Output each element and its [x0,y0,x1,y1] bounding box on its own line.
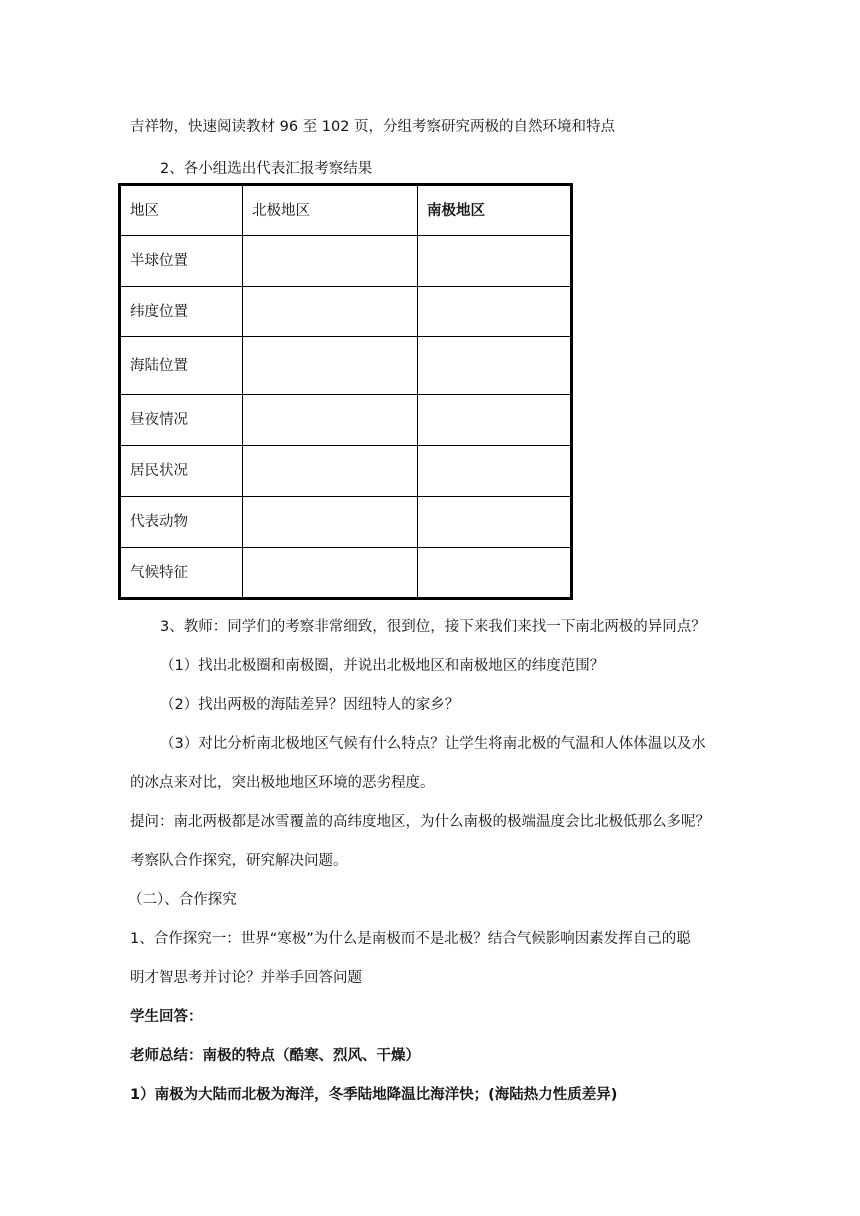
table-row [120,287,572,337]
table-cell [418,337,572,395]
paragraph-line: 考察队合作探究，研究解决问题。 [130,853,348,869]
table-row [120,236,572,287]
table-cell [418,446,572,497]
table-cell [418,287,572,337]
table-cell [243,337,418,395]
table-cell [418,236,572,287]
table-cell [418,548,572,599]
table-cell [418,395,572,446]
table-cell [418,497,572,548]
paragraph-line: （2）找出两极的海陆差异？因纽特人的家乡？ [160,697,460,713]
polar-comparison-table [118,183,573,600]
paragraph-line: 1、合作探究一：世界“寒极”为什么是南极而不是北极？结合气候影响因素发挥自己的聪 [130,931,691,947]
paragraph-line: 明才智思考并讨论？并举手回答问题 [130,970,362,986]
paragraph-line: （1）找出北极圈和南极圈，并说出北极地区和南极地区的纬度范围？ [160,658,605,674]
table-header-cell: 地区 [120,185,243,236]
student-answer-label: 学生回答： [130,1009,203,1025]
table-header-cell: 北极地区 [243,185,418,236]
table-cell [243,395,418,446]
paragraph-line: 2、各小组选出代表汇报考察结果 [160,161,373,177]
table-row [120,548,572,599]
table-row [120,395,572,446]
row-label-cell: 海陆位置 [120,337,243,395]
table-cell [243,497,418,548]
row-label-cell: 纬度位置 [120,287,243,337]
table-row [120,337,572,395]
table-header-cell: 南极地区 [418,185,572,236]
row-label-cell: 半球位置 [120,236,243,287]
table-cell [243,446,418,497]
row-label-cell: 居民状况 [120,446,243,497]
table-row [120,446,572,497]
paragraph-line: 3、教师：同学们的考察非常细致，很到位，接下来我们来找一下南北两极的异同点？ [160,619,706,635]
row-label-cell: 气候特征 [120,548,243,599]
paragraph-line: （3）对比分析南北极地区气候有什么特点？让学生将南北极的气温和人体体温以及水 [160,736,706,752]
table-cell [243,287,418,337]
summary-point-line: 1）南极为大陆而北极为海洋，冬季陆地降温比海洋快；(海陆热力性质差异) [130,1087,618,1103]
table-row [120,497,572,548]
section-heading: （二）、合作探究 [128,892,237,908]
table-header-row [120,185,572,236]
paragraph-line: 的冰点来对比，突出极地地区环境的恶劣程度。 [130,775,435,791]
table-cell [243,236,418,287]
row-label-cell: 代表动物 [120,497,243,548]
paragraph-line: 提问：南北两极都是冰雪覆盖的高纬度地区，为什么南极的极端温度会比北极低那么多呢？ [130,814,710,830]
paragraph-line: 吉祥物，快速阅读教材 96 至 102 页，分组考察研究两极的自然环境和特点 [130,119,616,135]
row-label-cell: 昼夜情况 [120,395,243,446]
teacher-summary-line: 老师总结：南极的特点（酷寒、烈风、干燥） [130,1048,420,1064]
table-cell [243,548,418,599]
